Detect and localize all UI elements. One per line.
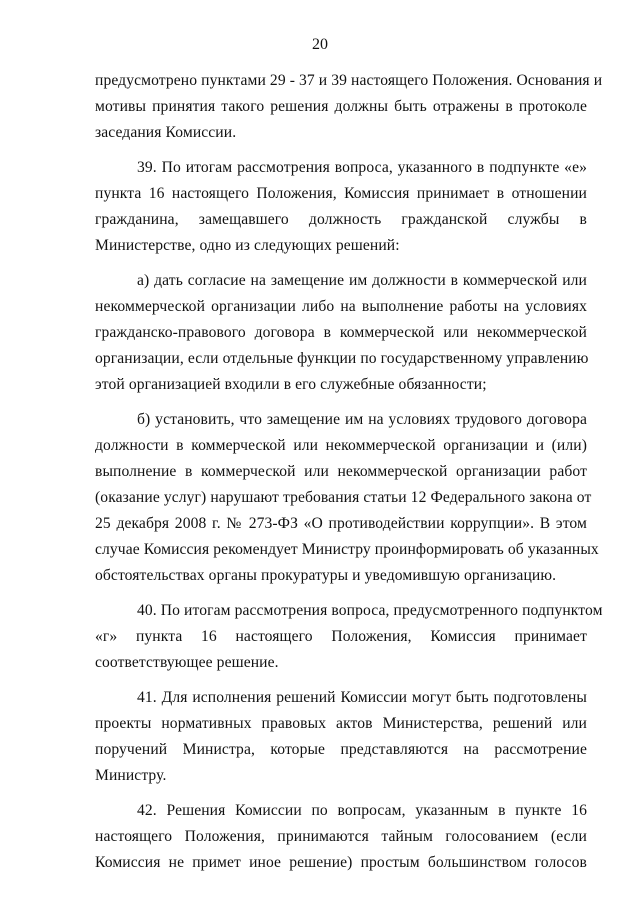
text-line: выполнение в коммерческой или некоммерческой организации работ: [95, 463, 587, 480]
paragraph-39: [95, 155, 587, 259]
text-line: пункта 16 настоящего Положения, Комиссия принимает в отношении: [95, 185, 587, 202]
text-line: организации, если отдельные функции по государственному управлению: [95, 350, 589, 367]
text-line: мотивы принятия такого решения должны быть отражены в протоколе: [95, 98, 587, 115]
text-line: 41. Для исполнения решений Комиссии могут быть подготовлены: [137, 689, 587, 706]
paragraph-39-b: [95, 407, 599, 589]
text-line: б) установить, что замещение им на условиях трудового договора: [137, 411, 587, 428]
text-line: этой организацией входили в его служебные обязанности;: [95, 376, 487, 393]
text-line: Министерстве, одно из следующих решений:: [95, 237, 400, 254]
text-line: случае Комиссия рекомендует Министру проинформировать об указанных: [95, 541, 599, 558]
text-line: должности в коммерческой или некоммерческой организации и (или): [95, 437, 587, 454]
text-line: а) дать согласие на замещение им должности в коммерческой или: [137, 272, 587, 289]
text-line: заседания Комиссии.: [95, 124, 237, 141]
paragraph-40: [95, 598, 603, 676]
text-line: 39. По итогам рассмотрения вопроса, указанного в подпункте «е»: [137, 159, 587, 176]
paragraph-41: [95, 685, 587, 789]
text-line: Комиссия не примет иное решение) простым большинством голосов: [95, 854, 587, 871]
text-line: соответствующее решение.: [95, 654, 279, 671]
text-line: 42. Решения Комиссии по вопросам, указанным в пункте 16: [137, 802, 587, 819]
text-line: 40. По итогам рассмотрения вопроса, предусмотренного подпунктом: [137, 602, 603, 619]
paragraph-continuation: [95, 68, 603, 146]
document-body: [95, 68, 603, 876]
text-line: предусмотрено пунктами 29 - 37 и 39 настоящего Положения. Основания и: [95, 72, 603, 89]
text-line: гражданина, замещавшего должность гражданской службы в: [95, 211, 587, 228]
text-line: (оказание услуг) нарушают требования статьи 12 Федерального закона от: [95, 489, 592, 506]
text-line: обстоятельствах органы прокуратуры и уведомившую организацию.: [95, 567, 557, 584]
paragraph-42: [95, 798, 587, 876]
text-line: поручений Министра, которые представляются на рассмотрение: [95, 741, 587, 758]
paragraph-39-a: [95, 268, 587, 398]
text-line: некоммерческой организации либо на выполнение работы на условиях: [95, 298, 587, 315]
text-line: настоящего Положения, принимаются тайным голосованием (если: [95, 828, 587, 845]
text-line: гражданско-правового договора в коммерческой или некоммерческой: [95, 324, 587, 341]
text-line: «г» пункта 16 настоящего Положения, Комиссия принимает: [95, 628, 587, 645]
text-line: 25 декабря 2008 г. № 273-ФЗ «О противодействии коррупции». В этом: [95, 515, 587, 532]
text-line: проекты нормативных правовых актов Министерства, решений или: [95, 715, 587, 732]
page-number: 20: [312, 36, 328, 53]
text-line: Министру.: [95, 767, 167, 784]
